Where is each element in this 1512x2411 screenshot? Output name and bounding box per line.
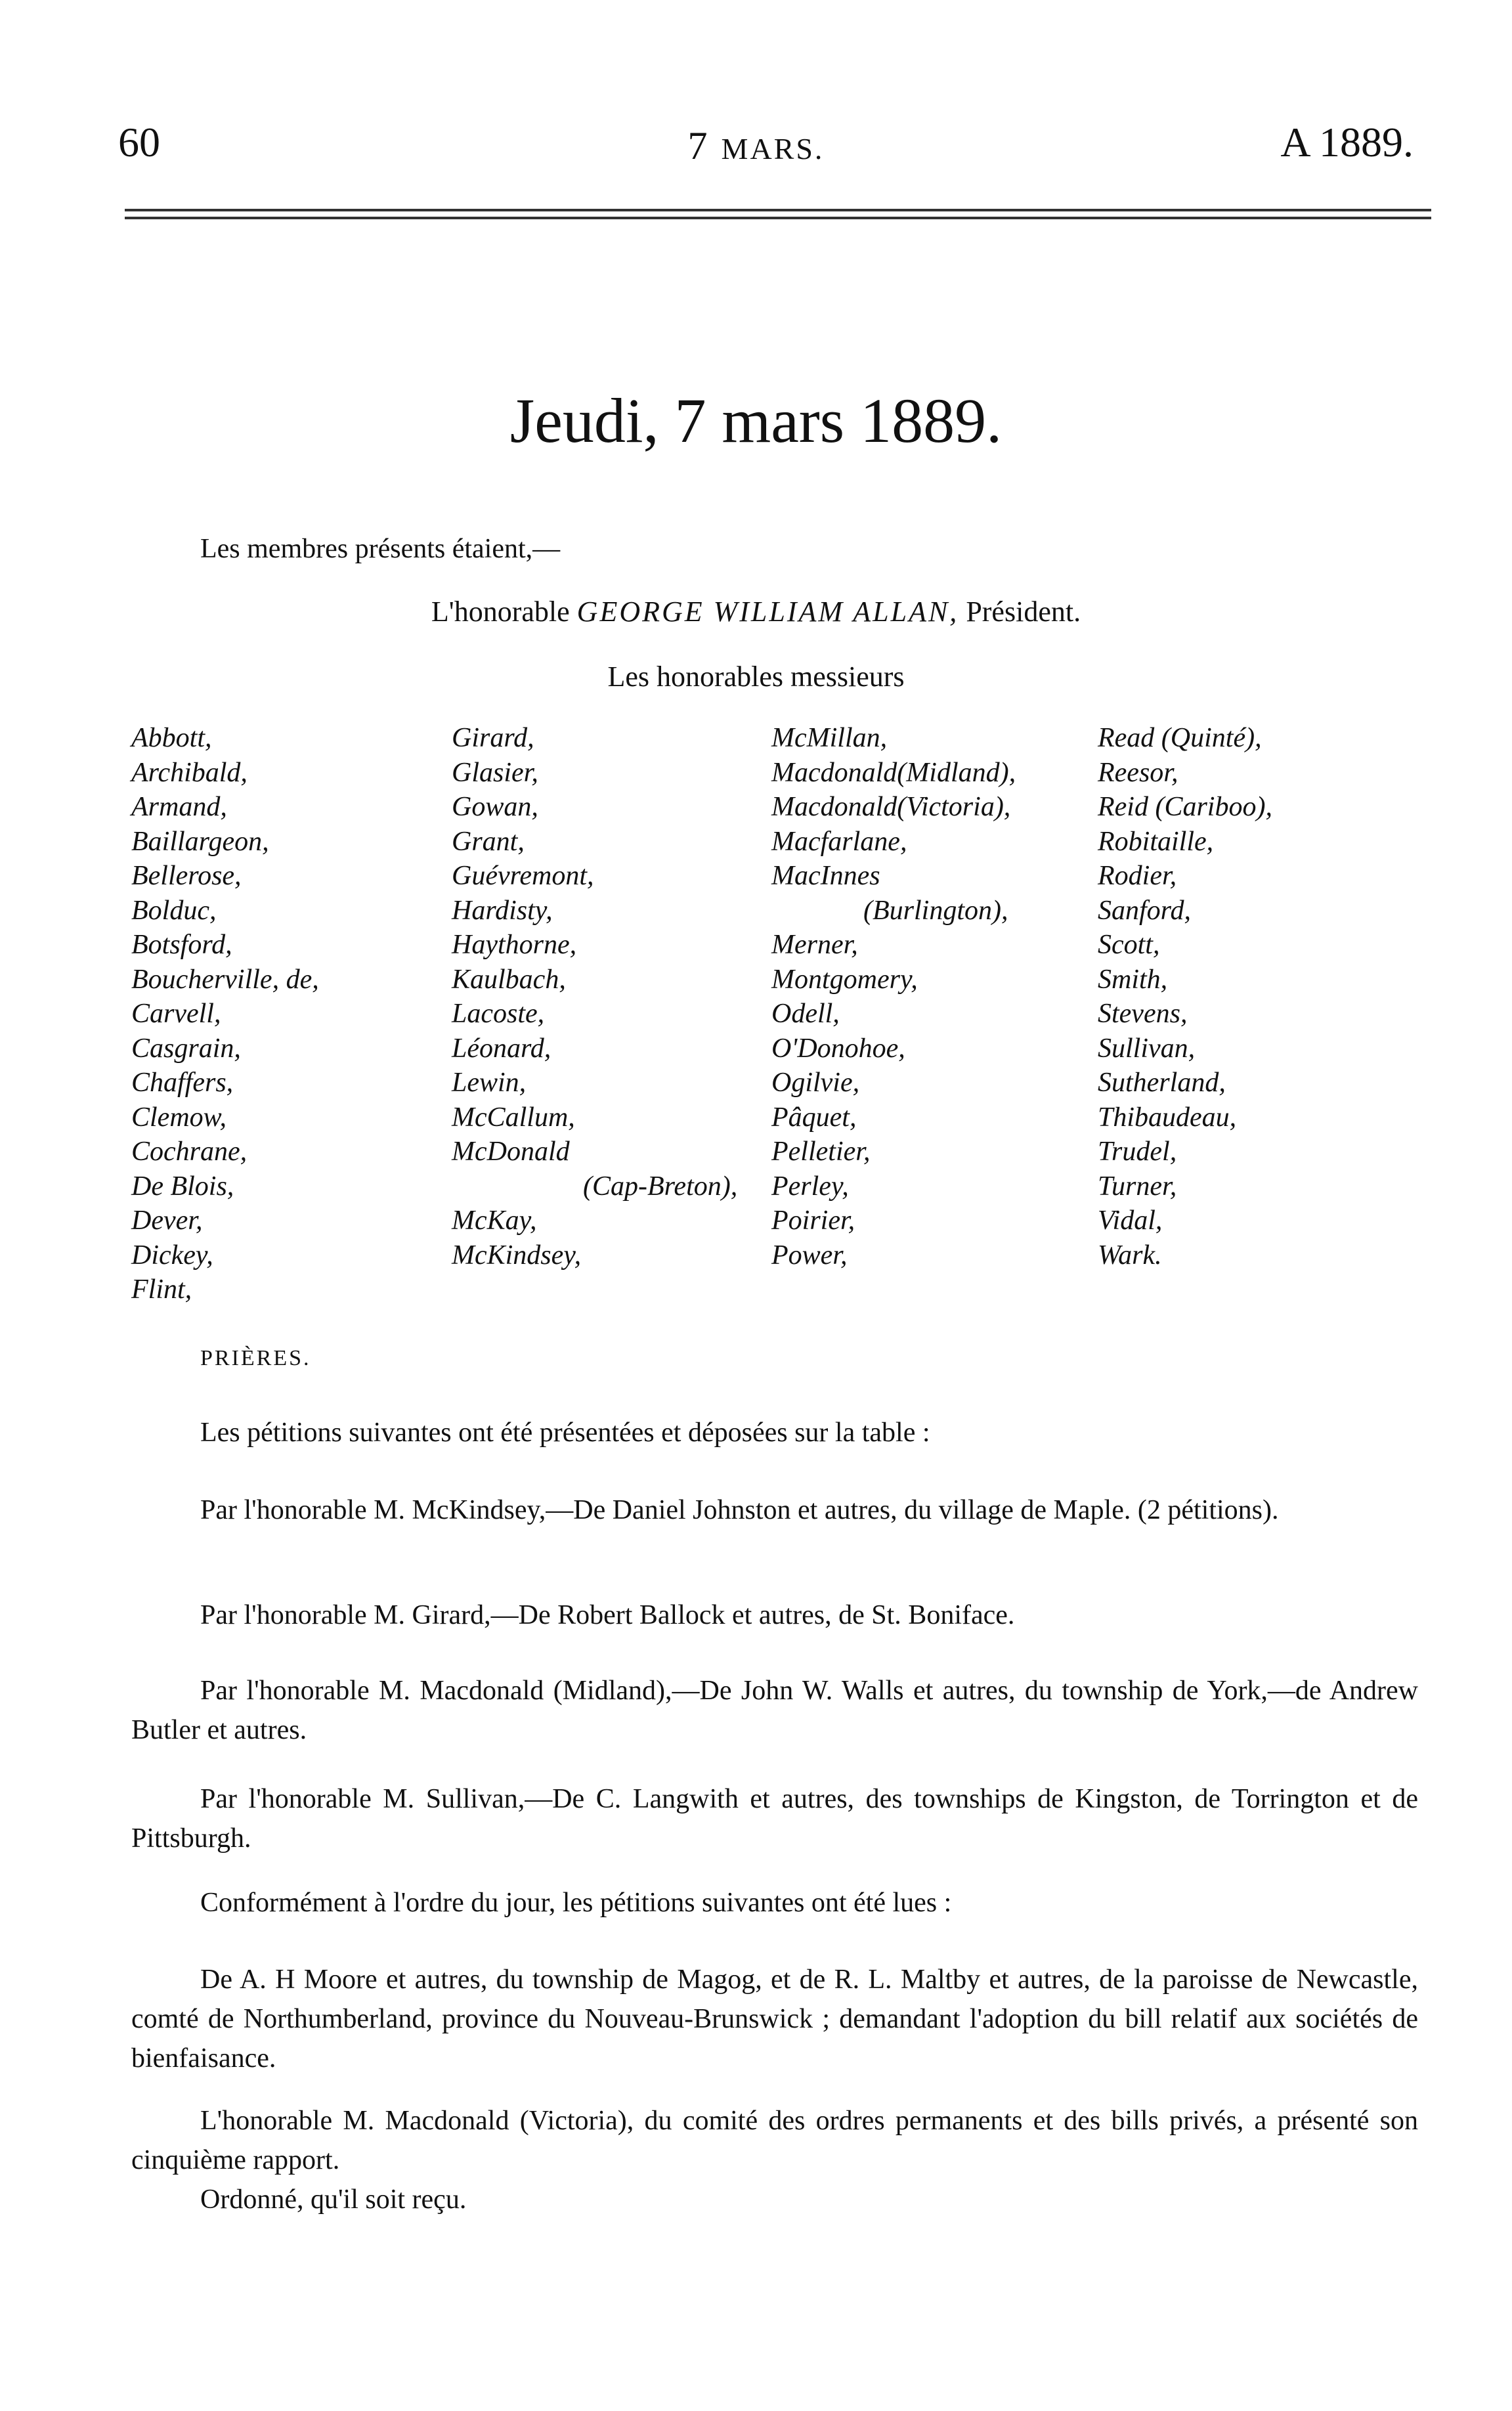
member-name: Léonard, <box>452 1033 551 1064</box>
member-name: Abbott, <box>131 723 212 753</box>
member-name: Dickey, <box>131 1240 213 1271</box>
member-name: De Blois, <box>131 1171 234 1202</box>
member-name: Dever, <box>131 1206 203 1236</box>
president-line <box>0 595 1512 628</box>
member-name: Vidal, <box>1098 1206 1163 1236</box>
member-name: Turner, <box>1098 1171 1177 1202</box>
member-name: Thibaudeau, <box>1098 1102 1237 1133</box>
member-name: Grant, <box>452 826 525 857</box>
prieres-label: PRIÈRES. <box>200 1346 311 1370</box>
president-prefix: L'honorable <box>431 596 570 628</box>
members-column-4 <box>1098 721 1272 1272</box>
member-name: Trudel, <box>1098 1137 1177 1167</box>
page-number: 60 <box>118 119 160 165</box>
president-suffix: Président. <box>966 596 1081 628</box>
member-name: Macfarlane, <box>771 826 907 857</box>
member-name: Baillargeon, <box>131 826 269 857</box>
honorables-heading: Les honorables messieurs <box>607 661 905 693</box>
member-name: Sullivan, <box>1098 1033 1196 1064</box>
member-name: Haythorne, <box>452 930 577 960</box>
member-name: Clemow, <box>131 1102 227 1133</box>
header-rule-top <box>125 209 1431 211</box>
paragraph: De A. H Moore et autres, du township de Magog, et de R. L. Maltby et autres, de la paroisse de Newcastle, comté de Northumberland, province du Nouveau-Brunswick ; demandant l'adoption du bill relatif aux sociétés de bienfaisance. <box>131 1965 1418 2074</box>
member-name: Cochrane, <box>131 1137 248 1167</box>
running-title-day: 7 <box>687 124 710 167</box>
member-name: Rodier, <box>1098 861 1177 891</box>
member-name: Ogilvie, <box>771 1068 860 1098</box>
member-name: Lewin, <box>452 1068 527 1098</box>
paragraph: L'honorable M. Macdonald (Victoria), du comité des ordres permanents et des bills privés, a présenté son cinquième rapport. <box>131 2106 1418 2175</box>
member-name: MacInnes <box>771 861 880 891</box>
member-name: Casgrain, <box>131 1033 241 1064</box>
member-name: Stevens, <box>1098 999 1188 1029</box>
member-name: McCallum, <box>452 1102 575 1133</box>
member-name: Flint, <box>131 1274 192 1305</box>
member-name: Robitaille, <box>1098 826 1214 857</box>
member-name: Smith, <box>1098 964 1168 995</box>
member-name: McMillan, <box>771 723 888 753</box>
members-column-2 <box>452 721 737 1272</box>
member-name: Botsford, <box>131 930 232 960</box>
members-column-3 <box>771 721 1016 1272</box>
member-name: Girard, <box>452 723 534 753</box>
member-name: McKay, <box>452 1206 537 1236</box>
member-name: Montgomery, <box>771 964 918 995</box>
member-name: Macdonald(Victoria), <box>771 792 1011 822</box>
paragraph: Par l'honorable M. Girard,—De Robert Ballock et autres, de St. Boniface. <box>200 1600 1015 1630</box>
intro-line: Les membres présents étaient,— <box>200 534 561 564</box>
member-name: (Burlington), <box>863 895 1008 926</box>
member-name: Archibald, <box>131 757 248 788</box>
member-name: Sutherland, <box>1098 1068 1226 1098</box>
member-name: Poirier, <box>771 1206 855 1236</box>
members-column-1 <box>131 721 319 1307</box>
page-heading: Jeudi, 7 mars 1889. <box>509 385 1003 456</box>
member-name: Boucherville, de, <box>131 964 319 995</box>
member-name: Merner, <box>771 930 858 960</box>
member-name: O'Donohoe, <box>771 1033 905 1064</box>
member-name: Armand, <box>131 792 227 822</box>
member-name: Glasier, <box>452 757 538 788</box>
president-name: GEORGE WILLIAM ALLAN, <box>576 596 959 628</box>
member-name: Read (Quinté), <box>1098 723 1262 753</box>
member-name: Odell, <box>771 999 840 1029</box>
member-name: Reid (Cariboo), <box>1098 792 1272 822</box>
member-name: Hardisty, <box>452 895 553 926</box>
member-name: Lacoste, <box>452 999 545 1029</box>
member-name: Macdonald(Midland), <box>771 757 1016 788</box>
member-name: Pâquet, <box>771 1102 857 1133</box>
member-name: Bellerose, <box>131 861 242 891</box>
member-name: Wark. <box>1098 1240 1162 1271</box>
member-name: (Cap-Breton), <box>583 1171 738 1202</box>
member-name: McKindsey, <box>452 1240 582 1271</box>
member-name: Guévremont, <box>452 861 594 891</box>
member-name: Pelletier, <box>771 1137 871 1167</box>
member-name: McDonald <box>452 1137 570 1167</box>
member-name: Carvell, <box>131 999 221 1029</box>
paragraph: Par l'honorable M. Sullivan,—De C. Langwith et autres, des townships de Kingston, de Torrington et de Pittsburgh. <box>131 1784 1418 1854</box>
member-name: Sanford, <box>1098 895 1191 926</box>
member-name: Chaffers, <box>131 1068 234 1098</box>
paragraph: Par l'honorable M. Macdonald (Midland),—De John W. Walls et autres, du township de York,—de Andrew Butler et autres. <box>131 1676 1418 1745</box>
member-name: Bolduc, <box>131 895 217 926</box>
running-title-month: MARS. <box>721 132 825 165</box>
year-mark: A 1889. <box>1280 119 1414 165</box>
member-name: Power, <box>771 1240 848 1271</box>
member-name: Reesor, <box>1098 757 1178 788</box>
member-name: Kaulbach, <box>452 964 566 995</box>
member-name: Gowan, <box>452 792 538 822</box>
member-name: Perley, <box>771 1171 849 1202</box>
member-name: Scott, <box>1098 930 1160 960</box>
header-rule-bottom <box>125 217 1431 219</box>
paragraph: Par l'honorable M. McKindsey,—De Daniel Johnston et autres, du village de Maple. (2 pétitions). <box>200 1495 1279 1525</box>
paragraph: Ordonné, qu'il soit reçu. <box>200 2184 467 2215</box>
paragraph: Conformément à l'ordre du jour, les pétitions suivantes ont été lues : <box>200 1888 952 1918</box>
paragraph: Les pétitions suivantes ont été présentées et déposées sur la table : <box>200 1418 930 1448</box>
